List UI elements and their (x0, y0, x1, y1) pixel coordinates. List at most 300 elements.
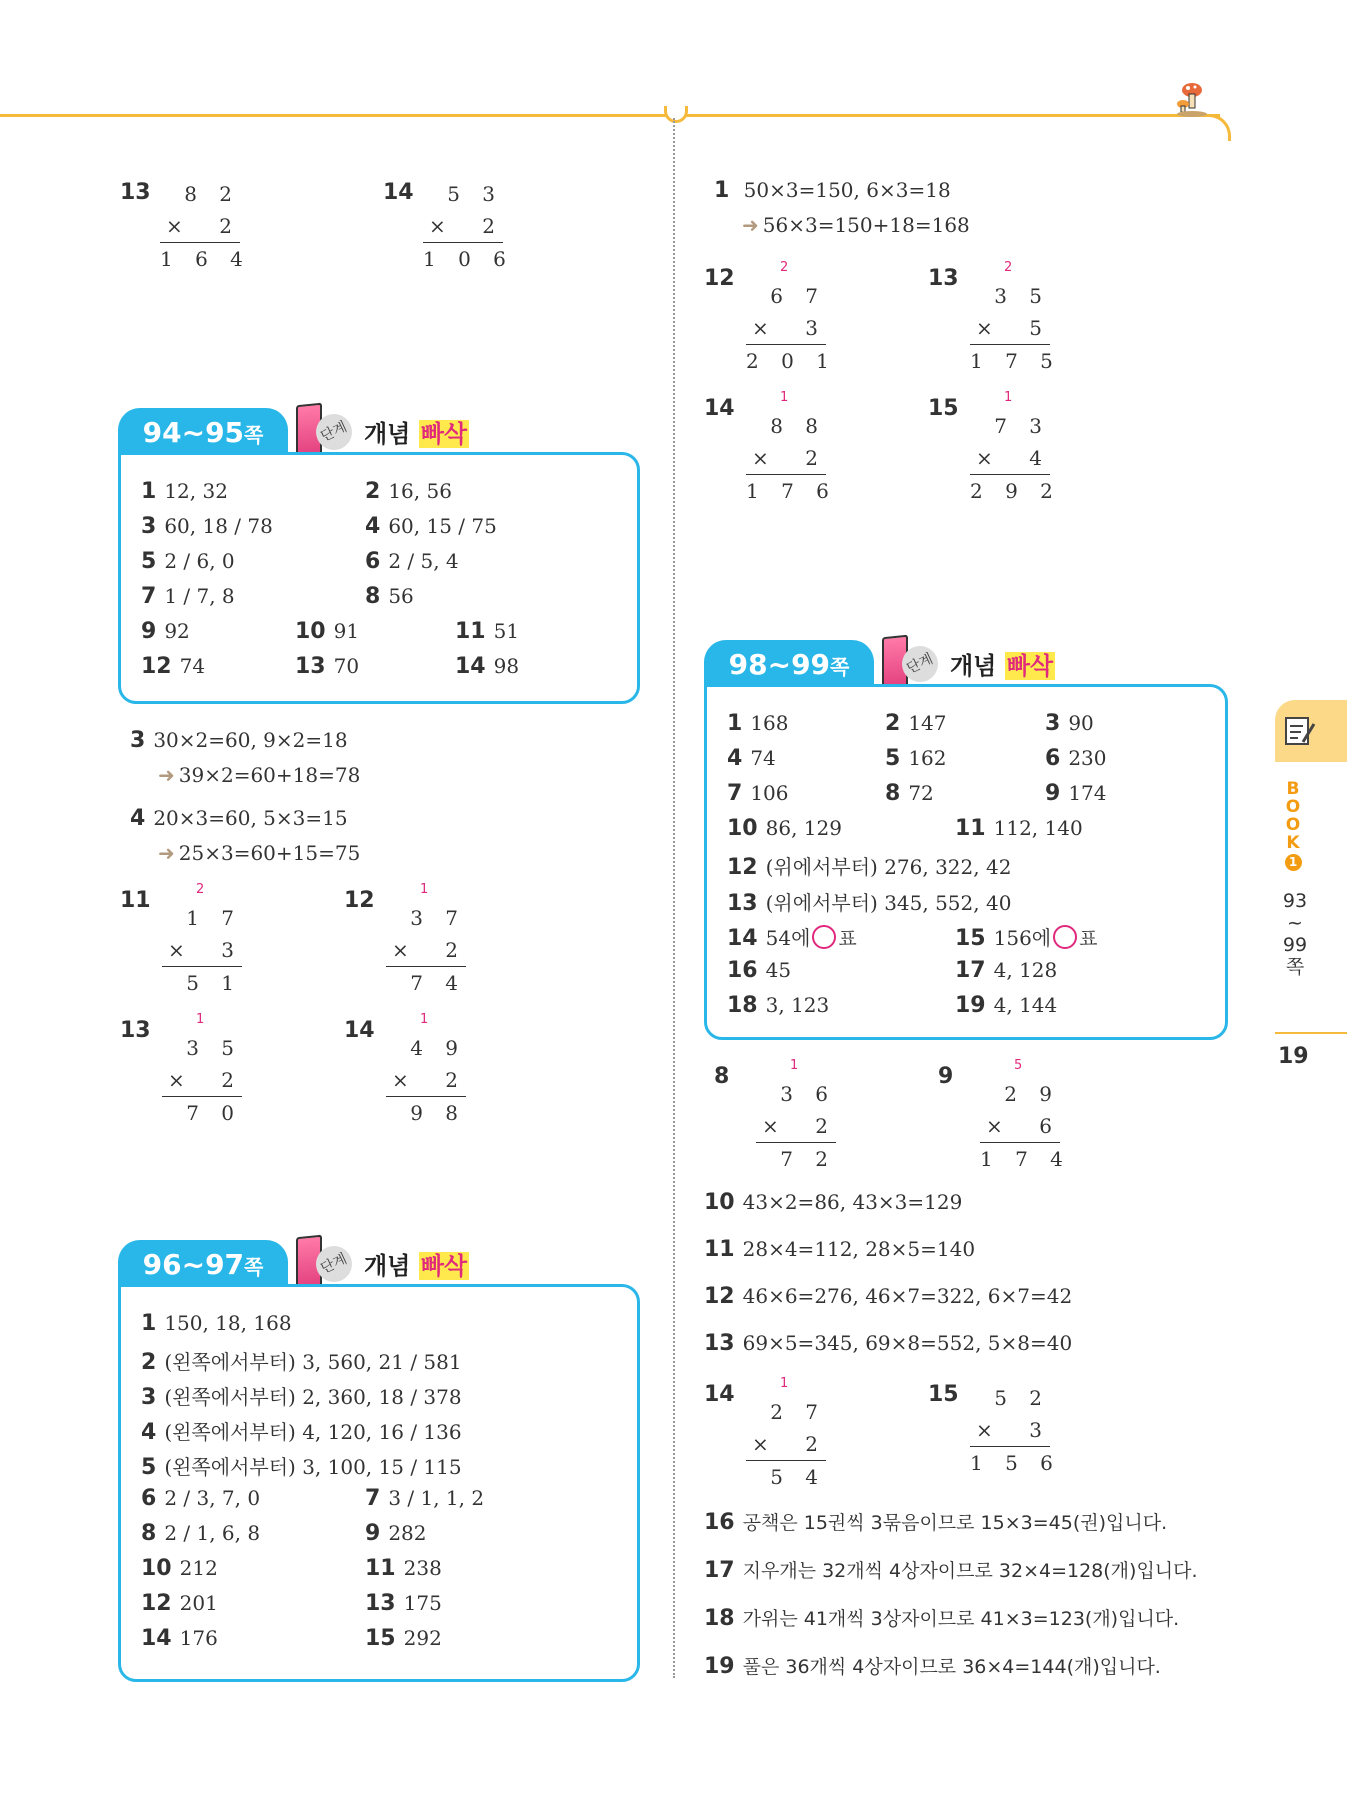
expl-line-1: 50×3=150, 6×3=18 (743, 178, 951, 202)
answer-number: 6 (141, 1486, 157, 1511)
answer-number: 5 (885, 746, 901, 771)
range-start: 93 (1282, 890, 1308, 912)
center-divider (673, 118, 675, 1678)
expl-text: 28×4=112, 28×5=140 (742, 1237, 976, 1261)
times-icon: × (762, 1114, 779, 1138)
answer-sentence: 풀은 36개씩 4상자이므로 36×4=144(개)입니다. (742, 1656, 1161, 1678)
section-range-unit: 쪽 (244, 1255, 264, 1279)
product: 5 4 (770, 1465, 826, 1489)
multiplier: 4 (1029, 446, 1042, 470)
times-icon: × (392, 1068, 409, 1092)
answer-number: 10 (727, 816, 758, 841)
answer-value: 176 (179, 1626, 218, 1650)
problem-number: 12 (704, 1284, 735, 1309)
explanation-line (704, 1284, 1072, 1309)
answer-number: 8 (141, 1521, 157, 1546)
multiplier: 3 (805, 316, 818, 340)
answer-item (141, 1346, 462, 1375)
multiplier: 2 (221, 1068, 234, 1092)
answer-item (141, 584, 235, 609)
concept-title (364, 1246, 469, 1281)
section-range-unit: 쪽 (830, 655, 850, 679)
answer-value: 147 (908, 711, 947, 735)
answer-number: 13 (727, 891, 758, 916)
multiplier-row (746, 1428, 826, 1460)
times-icon: × (976, 316, 993, 340)
answer-number: 14 (455, 654, 486, 679)
carry-digit: 1 (780, 390, 789, 405)
answer-value: 4, 128 (993, 958, 1058, 982)
vertical-multiplication (970, 1382, 1061, 1479)
answer-item (1045, 746, 1107, 771)
product: 5 1 (186, 971, 242, 995)
problem-number: 8 (714, 1064, 730, 1089)
section-range-unit: 쪽 (244, 423, 264, 447)
side-book-label (1283, 780, 1303, 871)
expl-text: 43×2=86, 43×3=129 (742, 1190, 963, 1214)
answer-value: 86, 129 (765, 816, 842, 840)
answer-number: 10 (141, 1556, 172, 1581)
answer-number: 4 (727, 746, 743, 771)
step-badge: 단계 (896, 640, 944, 688)
step-badge: 단계 (310, 408, 358, 456)
top-rule-notch (664, 106, 688, 123)
multiplicand: 3 5 (186, 1036, 242, 1060)
answer-item (295, 654, 359, 679)
answer-number: 14 (141, 1626, 172, 1651)
answer-item (885, 746, 947, 771)
answer-value: (왼쪽에서부터) 3, 100, 15 / 115 (164, 1455, 462, 1479)
product: 1 7 5 (970, 349, 1061, 373)
answer-suffix: 표 (1079, 928, 1098, 950)
answer-number: 1 (141, 479, 157, 504)
vertical-multiplication (746, 1376, 826, 1493)
answer-number: 6 (1045, 746, 1061, 771)
answer-value: 72 (908, 781, 934, 805)
problem-number: 14 (704, 396, 735, 421)
answer-number: 3 (141, 514, 157, 539)
answer-suffix: 표 (838, 928, 857, 950)
expl-line-2: 56×3=150+18=168 (762, 213, 970, 237)
answer-item (727, 746, 776, 771)
side-tab-header (1275, 700, 1347, 762)
problem-number: 14 (383, 180, 414, 205)
concept-label: 개념 (364, 420, 411, 448)
vertical-multiplication (746, 390, 837, 507)
answer-item (365, 584, 414, 609)
times-icon: × (392, 938, 409, 962)
answer-number: 7 (365, 1486, 381, 1511)
multiplier: 2 (805, 446, 818, 470)
answer-value: 4, 144 (993, 993, 1058, 1017)
answer-value: 1 / 7, 8 (164, 584, 235, 608)
step-badge: 단계 (310, 1240, 358, 1288)
side-page-range (1280, 890, 1310, 978)
expl-line-1: 20×3=60, 5×3=15 (153, 806, 348, 830)
vertical-multiplication (162, 882, 242, 999)
answer-number: 11 (455, 619, 486, 644)
answer-value: 292 (403, 1626, 442, 1650)
answer-value: 74 (750, 746, 776, 770)
answer-value: 45 (765, 958, 792, 982)
answer-number: 2 (365, 479, 381, 504)
times-icon: × (429, 214, 446, 238)
book-number: 1 (1285, 854, 1302, 871)
answer-value: 92 (164, 619, 190, 643)
section-tab (704, 640, 874, 688)
answer-item (141, 1626, 218, 1651)
answer-item (727, 781, 789, 806)
multiplicand: 4 9 (410, 1036, 466, 1060)
word-problem-answer (704, 1652, 1161, 1679)
times-icon: × (752, 446, 769, 470)
product: 7 2 (780, 1147, 836, 1171)
answer-item (141, 1311, 292, 1336)
answer-item (955, 922, 1097, 951)
multiplier: 2 (219, 214, 232, 238)
section-tab (118, 1240, 288, 1288)
multiplier-row (162, 934, 242, 966)
multiplier-row (162, 1064, 242, 1096)
answer-item (455, 619, 519, 644)
problem-number: 13 (120, 180, 151, 205)
times-icon: × (752, 316, 769, 340)
multiplicand: 1 7 (186, 906, 242, 930)
carry-digit: 2 (780, 260, 789, 275)
answer-number: 13 (295, 654, 326, 679)
answer-number: 4 (365, 514, 381, 539)
word-problem-answer (704, 1604, 1179, 1631)
answer-number: 9 (365, 1521, 381, 1546)
problem-number: 9 (938, 1064, 954, 1089)
vertical-multiplication (970, 390, 1061, 507)
answer-number: 13 (365, 1591, 396, 1616)
times-icon: × (166, 214, 183, 238)
answer-item (141, 654, 205, 679)
range-sep: ~ (1287, 912, 1303, 934)
carry-digit: 1 (196, 1012, 205, 1027)
explanation-line (704, 1237, 975, 1262)
multiplier: 6 (1039, 1114, 1052, 1138)
multiplier-row (970, 1414, 1050, 1446)
multiplier: 5 (1029, 316, 1042, 340)
problem-number: 18 (704, 1606, 735, 1631)
top-rule (0, 114, 1220, 117)
expl-text: 46×6=276, 46×7=322, 6×7=42 (742, 1284, 1073, 1308)
explanation-line (704, 1331, 1072, 1356)
problem-number: 14 (704, 1382, 735, 1407)
multiplier: 3 (221, 938, 234, 962)
answer-number: 11 (365, 1556, 396, 1581)
carry-digit: 2 (196, 882, 205, 897)
answer-value: 201 (179, 1591, 218, 1615)
page-number: 19 (1278, 1044, 1309, 1069)
circle-mark-icon (812, 925, 836, 949)
answer-value: 3 / 1, 1, 2 (388, 1486, 485, 1510)
answer-value: (왼쪽에서부터) 2, 360, 18 / 378 (164, 1385, 462, 1409)
multiplier-row (756, 1110, 836, 1142)
times-icon: × (168, 1068, 185, 1092)
problem-number: 13 (928, 266, 959, 291)
explanation-line (704, 1190, 962, 1215)
answer-item (455, 654, 519, 679)
problem-number: 19 (704, 1654, 735, 1679)
product: 1 6 4 (160, 247, 251, 271)
answer-item (365, 1521, 427, 1546)
answer-number: 16 (727, 958, 758, 983)
answer-box (704, 684, 1228, 1040)
times-icon: × (168, 938, 185, 962)
carry-digit: 1 (780, 1376, 789, 1391)
multiplier-row (386, 934, 466, 966)
problem-number: 12 (344, 888, 375, 913)
explanation-line (130, 806, 348, 831)
concept-title (950, 646, 1055, 681)
answer-number: 19 (955, 993, 986, 1018)
answer-item (727, 851, 1011, 880)
answer-number: 3 (1045, 711, 1061, 736)
product: 1 5 6 (970, 1451, 1061, 1475)
answer-item (727, 922, 857, 951)
section-range: 96~97 (142, 1248, 245, 1281)
answer-number: 14 (727, 926, 758, 951)
answer-value: 162 (908, 746, 947, 770)
answer-number: 2 (141, 1350, 157, 1375)
answer-item (141, 549, 235, 574)
answer-value: 282 (388, 1521, 427, 1545)
range-unit: 쪽 (1285, 956, 1305, 978)
answer-number: 4 (141, 1420, 157, 1445)
multiplicand: 6 7 (770, 284, 826, 308)
product: 2 9 2 (970, 479, 1061, 503)
problem-number: 11 (120, 888, 151, 913)
problem-number: 17 (704, 1558, 735, 1583)
concept-highlight: 빠삭 (420, 1252, 468, 1280)
answer-number: 1 (727, 711, 743, 736)
multiplier-row (746, 442, 826, 474)
answer-item (885, 781, 934, 806)
answer-item (141, 1556, 218, 1581)
problem-number: 13 (704, 1331, 735, 1356)
answer-item (955, 816, 1083, 841)
answer-value: 3, 123 (765, 993, 830, 1017)
answer-sentence: 가위는 41개씩 3상자이므로 41×3=123(개)입니다. (742, 1608, 1180, 1630)
answer-number: 17 (955, 958, 986, 983)
answer-value: 60, 18 / 78 (164, 514, 273, 538)
times-icon: × (752, 1432, 769, 1456)
answer-number: 7 (727, 781, 743, 806)
answer-item (365, 479, 452, 504)
expl-text: 69×5=345, 69×8=552, 5×8=40 (742, 1331, 1073, 1355)
answer-item (727, 993, 829, 1018)
answer-item (365, 1591, 442, 1616)
answer-item (141, 479, 228, 504)
answer-value: 74 (179, 654, 206, 678)
multiplier: 2 (445, 938, 458, 962)
circle-mark-icon (1053, 925, 1077, 949)
product: 1 7 4 (980, 1147, 1071, 1171)
section-range: 94~95 (142, 416, 245, 449)
problem-number: 10 (704, 1190, 735, 1215)
answer-item (295, 619, 359, 644)
answer-value: 54에 (765, 926, 811, 950)
answer-value: 212 (179, 1556, 218, 1580)
problem-number: 15 (928, 396, 959, 421)
answer-item (955, 993, 1057, 1018)
answer-box (118, 1284, 640, 1682)
multiplier: 2 (445, 1068, 458, 1092)
multiplier-row (970, 442, 1050, 474)
answer-number: 12 (141, 654, 172, 679)
book-letter: O (1285, 797, 1301, 817)
vertical-multiplication (970, 260, 1061, 377)
multiplier-row (386, 1064, 466, 1096)
arrow-icon: ➜ (158, 841, 175, 865)
times-icon: × (976, 446, 993, 470)
answer-value: 98 (493, 654, 520, 678)
concept-highlight: 빠삭 (1006, 652, 1054, 680)
answer-value: 90 (1068, 711, 1094, 735)
answer-value: 16, 56 (388, 479, 452, 503)
multiplicand: 5 2 (994, 1386, 1050, 1410)
answer-item (727, 958, 791, 983)
section-tab (118, 408, 288, 456)
answer-value: (왼쪽에서부터) 3, 560, 21 / 581 (164, 1350, 462, 1374)
multiplicand: 8 8 (770, 414, 826, 438)
multiplier-row (423, 210, 503, 242)
answer-value: 2 / 1, 6, 8 (164, 1521, 261, 1545)
answer-number: 12 (141, 1591, 172, 1616)
answer-number: 8 (885, 781, 901, 806)
vertical-multiplication (746, 260, 837, 377)
right-expl-1-result (742, 213, 970, 237)
answer-number: 1 (141, 1311, 157, 1336)
vertical-multiplication (980, 1058, 1071, 1175)
problem-number: 16 (704, 1510, 735, 1535)
answer-number: 10 (295, 619, 326, 644)
answer-number: 18 (727, 993, 758, 1018)
multiplicand: 8 2 (184, 182, 240, 206)
answer-item (885, 711, 947, 736)
multiplier: 2 (482, 214, 495, 238)
problem-number: 13 (120, 1018, 151, 1043)
answer-item (365, 1626, 442, 1651)
answer-number: 7 (141, 584, 157, 609)
multiplier: 2 (805, 1432, 818, 1456)
problem-number: 3 (130, 728, 146, 753)
expl-line-1: 30×2=60, 9×2=18 (153, 728, 348, 752)
answer-item (365, 549, 459, 574)
times-icon: × (976, 1418, 993, 1442)
problem-number: 4 (130, 806, 146, 831)
problem-number: 14 (344, 1018, 375, 1043)
answer-item (141, 619, 190, 644)
answer-item (141, 1591, 218, 1616)
answer-sentence: 지우개는 32개씩 4상자이므로 32×4=128(개)입니다. (742, 1560, 1198, 1582)
answer-number: 15 (365, 1626, 396, 1651)
answer-item (141, 1381, 462, 1410)
answer-box (118, 452, 640, 704)
answer-item (1045, 711, 1094, 736)
book-letter: B (1286, 779, 1300, 799)
answer-item (365, 1486, 484, 1511)
arrow-icon: ➜ (158, 763, 175, 787)
answer-value: 175 (403, 1591, 442, 1615)
vertical-multiplication (756, 1058, 836, 1175)
mushroom-icon (1175, 80, 1209, 120)
problem-number: 11 (704, 1237, 735, 1262)
answer-number: 8 (365, 584, 381, 609)
answer-number: 6 (365, 549, 381, 574)
multiplier: 2 (815, 1114, 828, 1138)
answer-value: 238 (403, 1556, 442, 1580)
book-letter: K (1286, 833, 1300, 853)
carry-digit: 1 (1004, 390, 1013, 405)
carry-digit: 1 (420, 882, 429, 897)
range-end: 99 (1282, 934, 1308, 956)
answer-value: (왼쪽에서부터) 4, 120, 16 / 136 (164, 1420, 462, 1444)
multiplicand: 2 7 (770, 1400, 826, 1424)
word-problem-answer (704, 1508, 1167, 1535)
product: 1 7 6 (746, 479, 837, 503)
concept-label: 개념 (950, 652, 997, 680)
answer-number: 15 (955, 926, 986, 951)
concept-title (364, 414, 469, 449)
book-letter: O (1285, 815, 1301, 835)
section-range: 98~99 (728, 648, 831, 681)
multiplicand: 2 9 (1004, 1082, 1060, 1106)
answer-item (141, 1416, 462, 1445)
answer-number: 5 (141, 549, 157, 574)
answer-number: 3 (141, 1385, 157, 1410)
answer-value: 2 / 6, 0 (164, 549, 235, 573)
multiplicand: 3 7 (410, 906, 466, 930)
multiplier-row (746, 312, 826, 344)
answer-value: 51 (493, 619, 520, 643)
vertical-multiplication (160, 178, 251, 275)
answer-item (141, 1521, 260, 1546)
explanation-result (158, 763, 360, 787)
right-expl-1 (714, 178, 951, 203)
product: 2 0 1 (746, 349, 837, 373)
multiplicand: 5 3 (447, 182, 503, 206)
answer-number: 9 (141, 619, 157, 644)
multiplicand: 7 3 (994, 414, 1050, 438)
product: 7 0 (186, 1101, 242, 1125)
multiplier-row (970, 312, 1050, 344)
answer-value: 2 / 3, 7, 0 (164, 1486, 261, 1510)
answer-value: 230 (1068, 746, 1107, 770)
answer-item (141, 1451, 462, 1480)
answer-item (141, 514, 273, 539)
product: 1 0 6 (423, 247, 514, 271)
multiplicand: 3 6 (780, 1082, 836, 1106)
side-rule (1275, 1032, 1347, 1034)
vertical-multiplication (162, 1012, 242, 1129)
answer-value: 56 (388, 584, 414, 608)
multiplier-row (160, 210, 240, 242)
carry-digit: 2 (1004, 260, 1013, 275)
answer-value: 112, 140 (993, 816, 1083, 840)
concept-highlight: 빠삭 (420, 420, 468, 448)
answer-number: 2 (885, 711, 901, 736)
product: 9 8 (410, 1101, 466, 1125)
carry-digit: 1 (790, 1058, 799, 1073)
answer-item (365, 514, 497, 539)
explanation-line (130, 728, 348, 753)
problem-number: 15 (928, 1382, 959, 1407)
arrow-icon: ➜ (742, 213, 759, 237)
